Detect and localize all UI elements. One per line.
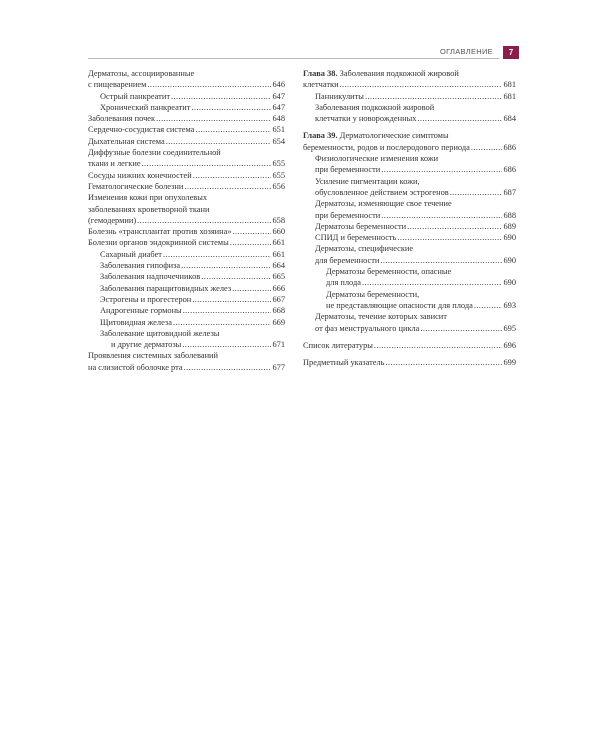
toc-page-number: 671 — [272, 340, 285, 350]
toc-page-number: 681 — [503, 80, 516, 90]
toc-page-number: 696 — [503, 340, 516, 350]
toc-entry-title: Список литературы — [303, 340, 373, 350]
toc-entry-title: Дерматозы, ассоциированные — [88, 69, 195, 78]
leader-dots — [474, 300, 503, 311]
leader-dots — [417, 113, 502, 124]
toc-entry[interactable] — [88, 91, 285, 102]
leader-dots — [166, 136, 272, 147]
toc-entry[interactable] — [88, 102, 285, 113]
header-rule — [88, 58, 499, 59]
toc-entry[interactable] — [303, 102, 516, 125]
leader-dots — [380, 255, 502, 266]
toc-entry-title: Дыхательная система — [88, 136, 165, 146]
toc-page-number: 655 — [272, 170, 285, 180]
header-title: ОГЛАВЛЕНИЕ — [439, 47, 493, 56]
toc-entry[interactable] — [303, 340, 516, 351]
toc-entry[interactable] — [88, 350, 285, 373]
toc-page-number: 688 — [503, 210, 516, 220]
leader-dots — [450, 187, 503, 198]
toc-entry-title: Проявления системных заболеваний — [88, 351, 219, 361]
leader-dots — [191, 102, 271, 113]
toc-entry-title: Заболевание щитовидной железы — [100, 328, 220, 338]
toc-entry-title: заболеваниях кроветворной ткани — [88, 204, 210, 214]
toc-entry[interactable] — [303, 153, 516, 176]
toc-page-number: 660 — [272, 227, 285, 237]
leader-dots — [181, 260, 271, 271]
leader-dots — [365, 91, 503, 102]
toc-entry[interactable] — [88, 147, 285, 170]
toc-entry-title: при беременности — [315, 165, 381, 175]
toc-page-number: 689 — [503, 221, 516, 231]
toc-entry[interactable] — [303, 91, 516, 102]
chapter-label: Глава 38. — [303, 69, 338, 78]
toc-page-number: 647 — [272, 102, 285, 112]
toc-entry-title: Щитовидная железа — [100, 317, 172, 327]
toc-entry-title: Предметный указатель — [303, 358, 385, 368]
toc-entry-title: Дерматозы, изменяющие свое течение — [315, 199, 452, 209]
toc-entry-title: и другие дерматозы — [111, 340, 182, 350]
leader-dots — [420, 323, 502, 334]
toc-entry-title: Изменения кожи при опухолевых — [88, 193, 208, 203]
toc-entry[interactable] — [88, 317, 285, 328]
toc-page-number: 656 — [272, 181, 285, 191]
toc-entry[interactable] — [88, 68, 285, 91]
toc-page-number: 648 — [272, 114, 285, 124]
toc-page-number: 669 — [272, 317, 285, 327]
toc-page-number: 693 — [503, 300, 516, 310]
chapter-label: Глава 39. — [303, 131, 338, 141]
toc-entry-title: беременности, родов и послеродового периода — [303, 142, 470, 152]
leader-dots — [184, 362, 272, 373]
toc-entry-title: Физиологические изменения кожи — [315, 154, 439, 164]
leader-dots — [171, 91, 271, 102]
toc-entry-title: Заболевания гипофиза — [100, 261, 181, 271]
leader-dots — [147, 79, 271, 90]
toc-entry-title: Диффузные болезни соединительной — [88, 148, 221, 158]
toc-entry-title: Дерматозы беременности, — [326, 289, 420, 299]
toc-page-number: 647 — [272, 91, 285, 101]
toc-entry-title: Заболевания надпочечников — [100, 272, 201, 282]
toc-entry[interactable] — [88, 113, 285, 124]
toc-entry-title: обусловленное действием эстрогенов — [315, 187, 449, 197]
leader-dots — [163, 249, 271, 260]
toc-page-number: 658 — [272, 215, 285, 225]
toc-entry[interactable] — [88, 192, 285, 226]
toc-entry-title: Глава 38. Заболевания подкожной жировой — [303, 69, 459, 78]
toc-entry-title: Гематологические болезни — [88, 181, 184, 191]
toc-entry-title: Болезни органов эндокринной системы — [88, 238, 229, 248]
toc-entry-title: ткани и легкие — [88, 159, 141, 169]
leader-dots — [193, 170, 272, 181]
toc-entry[interactable] — [303, 232, 516, 243]
page-number-badge: 7 — [503, 46, 519, 59]
toc-page-number: 665 — [272, 272, 285, 282]
toc-entry-title: Сахарный диабет — [100, 249, 162, 259]
toc-entry[interactable] — [88, 328, 285, 351]
toc-entry-title: не представляющие опасности для плода — [326, 300, 473, 310]
toc-entry[interactable] — [88, 249, 285, 260]
leader-dots — [386, 357, 503, 368]
leader-dots — [233, 226, 272, 237]
toc-entry[interactable] — [303, 357, 516, 368]
toc-entry-title: клетчатки — [303, 80, 339, 90]
toc-entry[interactable] — [303, 266, 516, 289]
toc-page-number: 695 — [503, 323, 516, 333]
leader-dots — [340, 79, 503, 90]
toc-page-number: 686 — [503, 142, 516, 152]
leader-dots — [201, 271, 271, 282]
toc-entry-title: клетчатки у новорожденных — [315, 114, 417, 124]
toc-entry-title: Усиление пигментации кожи, — [315, 176, 420, 186]
toc-left-column — [88, 68, 285, 373]
toc-entry-title: Эстрогены и прогестерон — [100, 294, 192, 304]
toc-page-number: 654 — [272, 136, 285, 146]
leader-dots — [230, 237, 272, 248]
toc-page-number: 666 — [272, 283, 285, 293]
running-header — [88, 46, 519, 59]
toc-entry[interactable] — [88, 283, 285, 294]
toc-entry-title: Дерматозы, течение которых зависит — [315, 312, 447, 322]
toc-entry[interactable] — [88, 237, 285, 248]
leader-dots — [471, 142, 503, 153]
toc-entry-title: Панникулиты — [315, 91, 364, 101]
toc-page-number: 655 — [272, 159, 285, 169]
toc-entry-title: СПИД и беременность — [315, 233, 397, 243]
toc-entry-title: на слизистой оболочке рта — [88, 362, 183, 372]
toc-entry[interactable] — [303, 68, 516, 91]
leader-dots — [195, 124, 271, 135]
toc-entry-title: Острый панкреатит — [100, 91, 170, 101]
toc-entry-title: от фаз менструального цикла — [315, 323, 420, 333]
toc-page-number: 687 — [503, 187, 516, 197]
leader-dots — [173, 317, 272, 328]
toc-entry[interactable] — [88, 305, 285, 316]
toc-entry-title: с пищеварением — [88, 80, 147, 90]
toc-entry[interactable] — [303, 130, 516, 153]
toc-entry[interactable] — [88, 226, 285, 237]
toc-entry-title: Заболевания подкожной жировой — [315, 102, 435, 112]
toc-entry-title: (гемодермии) — [88, 215, 137, 225]
toc-entry[interactable] — [303, 221, 516, 232]
leader-dots — [183, 305, 272, 316]
leader-dots — [142, 158, 272, 169]
toc-entry-title: Сосуды нижних конечностей — [88, 170, 192, 180]
leader-dots — [184, 181, 271, 192]
toc-page-number: 667 — [272, 294, 285, 304]
toc-entry-title: для плода — [326, 278, 361, 288]
leader-dots — [374, 340, 503, 351]
toc-page-number: 686 — [503, 165, 516, 175]
leader-dots — [232, 283, 271, 294]
toc-page-number: 651 — [272, 125, 285, 135]
toc-page-number: 664 — [272, 261, 285, 271]
toc-right-column — [303, 68, 516, 368]
toc-entry-title: Болезнь «трансплантат против хозяина» — [88, 227, 232, 237]
toc-page-number: 699 — [503, 358, 516, 368]
toc-entry[interactable] — [88, 124, 285, 135]
toc-entry[interactable] — [88, 294, 285, 305]
toc-entry-title: для беременности — [315, 255, 380, 265]
toc-entry[interactable] — [303, 198, 516, 221]
toc-page-number: 690 — [503, 278, 516, 288]
toc-entry-title: Хронический панкреатит — [100, 102, 191, 112]
toc-page-number: 690 — [503, 233, 516, 243]
toc-entry-title: Дерматозы беременности, опасные — [326, 267, 452, 277]
toc-entry[interactable] — [88, 136, 285, 147]
toc-entry[interactable] — [88, 271, 285, 282]
toc-entry[interactable] — [88, 260, 285, 271]
toc-entry-title: при беременности — [315, 210, 381, 220]
toc-page-number: 681 — [503, 91, 516, 101]
toc-entry-title: Андрогенные гормоны — [100, 306, 182, 316]
leader-dots — [381, 210, 502, 221]
toc-entry[interactable] — [303, 243, 516, 266]
toc-page-number: 690 — [503, 255, 516, 265]
toc-page-number: 684 — [503, 114, 516, 124]
toc-entry[interactable] — [88, 170, 285, 181]
leader-dots — [156, 113, 271, 124]
leader-dots — [137, 215, 271, 226]
toc-page-number: 661 — [272, 238, 285, 248]
leader-dots — [192, 294, 271, 305]
toc-entry-title: Дерматозы беременности — [315, 221, 407, 231]
toc-entry-title: Заболевания почек — [88, 114, 156, 124]
toc-entry-title: Глава 39. Дерматологические симптомы — [303, 131, 449, 141]
toc-page-number: 661 — [272, 249, 285, 259]
toc-entry[interactable] — [303, 311, 516, 334]
toc-entry-title: Сердечно-сосудистая система — [88, 125, 195, 135]
toc-entry[interactable] — [88, 181, 285, 192]
toc-entry-title: Дерматозы, специфические — [315, 244, 414, 254]
leader-dots — [182, 339, 271, 350]
toc-page-number: 668 — [272, 306, 285, 316]
toc-entry-title: Заболевания паращитовидных желез — [100, 283, 232, 293]
leader-dots — [407, 221, 502, 232]
leader-dots — [381, 164, 502, 175]
toc-page-number: 677 — [272, 362, 285, 372]
toc-page-number: 646 — [272, 80, 285, 90]
toc-entry[interactable] — [303, 289, 516, 312]
toc-entry[interactable] — [303, 176, 516, 199]
leader-dots — [397, 232, 502, 243]
leader-dots — [362, 277, 502, 288]
